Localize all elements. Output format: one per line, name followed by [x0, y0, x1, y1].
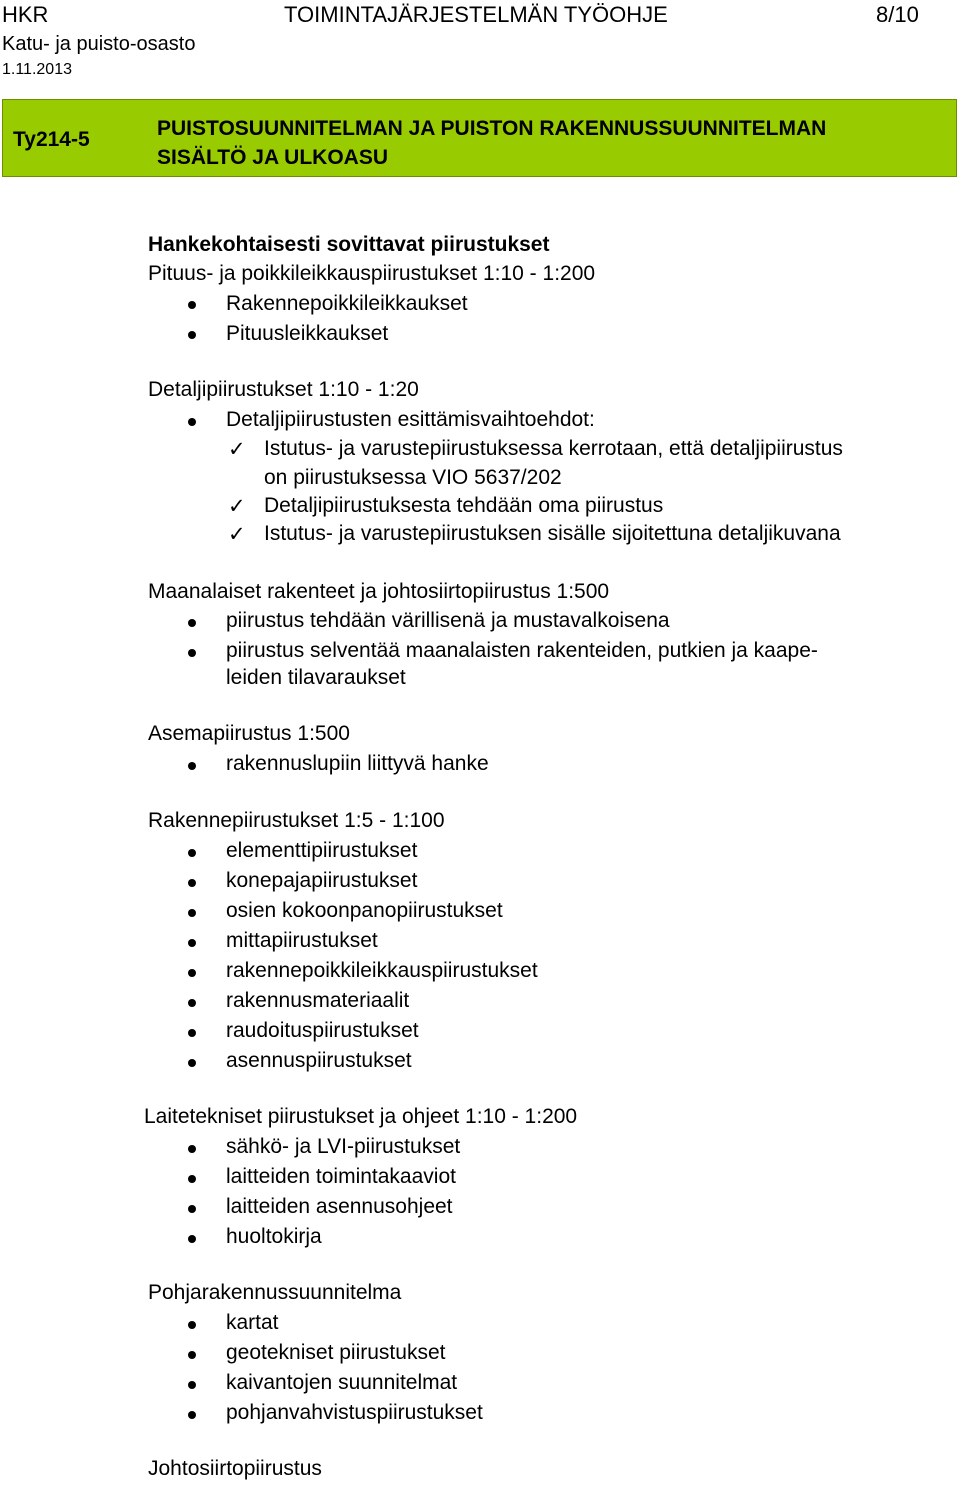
bullet-icon — [188, 849, 196, 857]
document-code: Ty214-5 — [13, 128, 90, 151]
bullet-icon — [188, 909, 196, 917]
list-item: asennuspiirustukset — [226, 1049, 412, 1072]
check-item: Istutus- ja varustepiirustuksen sisälle sijoitettuna detaljikuvana — [264, 522, 841, 545]
list-item: rakennusmateriaalit — [226, 989, 410, 1012]
document-type: TOIMINTAJÄRJESTELMÄN TYÖOHJE — [284, 2, 668, 27]
bullet-icon — [188, 939, 196, 947]
bullet-icon — [188, 418, 196, 426]
bullet-icon — [188, 619, 196, 627]
checkmark-icon: ✓ — [228, 494, 246, 518]
checkmark-icon: ✓ — [228, 522, 246, 546]
bullet-icon — [188, 1145, 196, 1153]
list-item: sähkö- ja LVI-piirustukset — [226, 1135, 461, 1158]
list-item: laitteiden asennusohjeet — [226, 1195, 453, 1218]
bullet-icon — [188, 879, 196, 887]
document-title — [157, 114, 826, 172]
section-title: Asemapiirustus 1:500 — [148, 722, 350, 745]
list-item: konepajapiirustukset — [226, 869, 418, 892]
section-heading: Hankekohtaisesti sovittavat piirustukset — [148, 233, 550, 256]
list-item: pohjanvahvistuspiirustukset — [226, 1401, 483, 1424]
bullet-icon — [188, 1411, 196, 1419]
list-item: elementtipiirustukset — [226, 839, 418, 862]
bullet-icon — [188, 999, 196, 1007]
bullet-icon — [188, 1205, 196, 1213]
list-item: rakennepoikkileikkauspiirustukset — [226, 959, 538, 982]
bullet-icon — [188, 1059, 196, 1067]
list-item: osien kokoonpanopiirustukset — [226, 899, 503, 922]
list-item: geotekniset piirustukset — [226, 1341, 446, 1364]
document-title-line-1: PUISTOSUUNNITELMAN JA PUISTON RAKENNUSSUUNNITELMAN — [157, 117, 827, 140]
list-item: raudoituspiirustukset — [226, 1019, 419, 1042]
bullet-icon — [188, 301, 196, 309]
check-item: Detaljipiirustuksesta tehdään oma piirustus — [264, 494, 664, 517]
org-name: HKR — [2, 2, 49, 27]
section-title: Maanalaiset rakenteet ja johtosiirtopiirustus 1:500 — [148, 580, 610, 603]
list-item: laitteiden toimintakaaviot — [226, 1165, 456, 1188]
bullet-icon — [188, 1235, 196, 1243]
section-title: Johtosiirtopiirustus — [148, 1457, 322, 1480]
bullet-icon — [188, 762, 196, 770]
section-title: Detaljipiirustukset 1:10 - 1:20 — [148, 378, 419, 401]
section-title: Pohjarakennussuunnitelma — [148, 1281, 402, 1304]
list-item: Pituusleikkaukset — [226, 322, 389, 345]
list-item: mittapiirustukset — [226, 929, 378, 952]
bullet-icon — [188, 1321, 196, 1329]
bullet-icon — [188, 649, 196, 657]
document-date: 1.11.2013 — [2, 61, 72, 78]
section-title: Rakennepiirustukset 1:5 - 1:100 — [148, 809, 445, 832]
title-bar — [2, 99, 957, 177]
list-item: piirustus tehdään värillisenä ja mustavalkoisena — [226, 609, 670, 632]
list-item: kartat — [226, 1311, 279, 1334]
section-title: Pituus- ja poikkileikkauspiirustukset 1:10 - 1:200 — [148, 262, 596, 285]
checkmark-icon: ✓ — [228, 437, 246, 461]
list-item: kaivantojen suunnitelmat — [226, 1371, 458, 1394]
bullet-icon — [188, 1351, 196, 1359]
page-number: 8/10 — [876, 2, 919, 27]
check-item: Istutus- ja varustepiirustuksessa kerrotaan, että detaljipiirustus — [264, 437, 843, 460]
list-item-continuation: leiden tilavaraukset — [226, 666, 406, 689]
bullet-icon — [188, 969, 196, 977]
bullet-icon — [188, 1381, 196, 1389]
list-item: huoltokirja — [226, 1225, 322, 1248]
list-item: Detaljipiirustusten esittämisvaihtoehdot: — [226, 408, 595, 431]
bullet-icon — [188, 1029, 196, 1037]
section-title: Laitetekniset piirustukset ja ohjeet 1:10 - 1:200 — [144, 1105, 578, 1128]
department: Katu- ja puisto-osasto — [2, 33, 196, 55]
list-item: piirustus selventää maanalaisten rakenteiden, putkien ja kaape- — [226, 639, 818, 662]
bullet-icon — [188, 331, 196, 339]
bullet-icon — [188, 1175, 196, 1183]
list-item: Rakennepoikkileikkaukset — [226, 292, 468, 315]
check-item-continuation: on piirustuksessa VIO 5637/202 — [264, 466, 562, 489]
document-title-line-2: SISÄLTÖ JA ULKOASU — [157, 146, 389, 169]
list-item: rakennuslupiin liittyvä hanke — [226, 752, 489, 775]
